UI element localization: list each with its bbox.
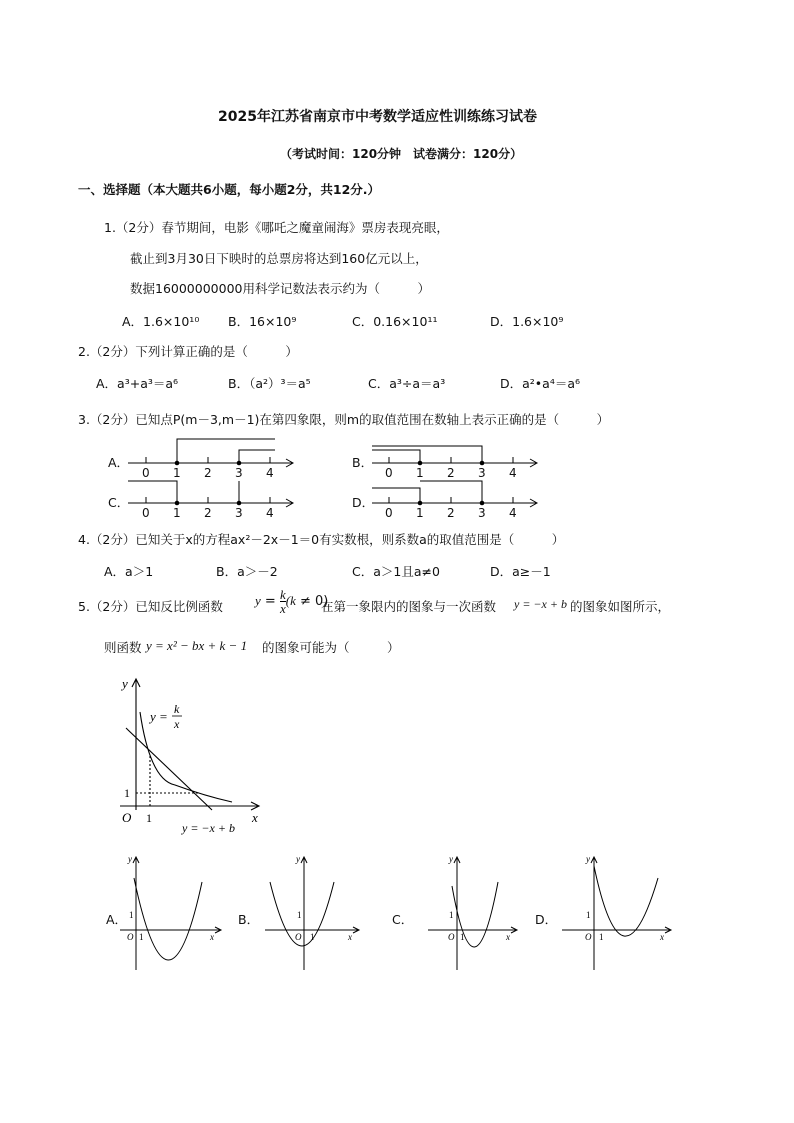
fig-line-label: y = −x + b [182, 821, 235, 835]
q3-label-c: C． [108, 495, 130, 510]
q3-stem: 3.（2分）已知点P(m－3,m－1)在第四象限，则m的取值范围在数轴上表示正确的是（ ） [78, 412, 610, 427]
q3-label-a: A． [108, 455, 130, 470]
number-line-tick-label: 1 [173, 466, 181, 480]
q4-stem: 4.（2分）已知关于x的方程ax²－2x－1＝0有实数根，则系数a的取值范围是（ ） [78, 532, 565, 547]
svg-text:1: 1 [599, 932, 604, 942]
number-line-tick-label: 3 [235, 506, 243, 520]
q5-formula-quadratic: y = x² − bx + k − 1 [146, 638, 248, 653]
number-line-tick-label: 3 [478, 466, 486, 480]
number-line-tick-label: 0 [385, 506, 393, 520]
q4-option-a: A．a＞1 [104, 564, 154, 579]
q1-option-d: D．1.6×10⁹ [490, 314, 564, 329]
svg-text:y: y [586, 854, 590, 864]
fig-one-y-label: 1 [124, 786, 130, 800]
fig-origin-label: O [122, 810, 132, 825]
q5-label-d: D． [535, 912, 558, 927]
svg-text:y: y [128, 854, 132, 864]
q3-label-b: B． [352, 455, 374, 470]
number-line-tick-label: 2 [204, 506, 212, 520]
svg-text:1: 1 [139, 932, 144, 942]
svg-text:x: x [210, 932, 214, 942]
number-line-tick-label: 2 [447, 466, 455, 480]
number-line-tick-label: 1 [416, 506, 424, 520]
q1-line2: 截止到3月30日下映时的总票房将达到160亿元以上， [130, 251, 428, 266]
q1-line3: 数据16000000000用科学记数法表示约为（ ） [130, 281, 430, 296]
svg-text:O: O [295, 932, 302, 942]
svg-text:y: y [296, 854, 300, 864]
number-line-tick-label: 0 [385, 466, 393, 480]
fig-one-x-label: 1 [146, 811, 152, 825]
q5-formula-line: y = −x + b [514, 597, 567, 611]
svg-text:1: 1 [449, 910, 454, 920]
section-heading: 一、选择题（本大题共6小题，每小题2分，共12分.） [78, 182, 381, 197]
q1-line1: 1.（2分）春节期间，电影《哪吒之魔童闹海》票房表现亮眼， [104, 220, 449, 235]
q5-line2b: 的图象可能为（ ） [262, 640, 400, 655]
fig-x-axis-label: x [252, 810, 258, 825]
fig-y-axis-label: y [122, 676, 128, 691]
q4-option-c: C．a＞1且a≠0 [352, 564, 440, 579]
svg-text:O: O [448, 932, 455, 942]
number-line-tick-label: 1 [416, 466, 424, 480]
q5-line1a: 5.（2分）已知反比例函数 [78, 599, 223, 614]
fig-curve-label-k: k [174, 702, 180, 716]
number-line-tick-label: 3 [235, 466, 243, 480]
q3-label-d: D． [352, 495, 375, 510]
q5-label-b: B． [238, 912, 260, 927]
q5-line2a: 则函数 [104, 640, 142, 655]
q5-line1c: 的图象如图所示， [570, 599, 671, 614]
q1-option-b: B．16×10⁹ [228, 314, 297, 329]
svg-text:x: x [348, 932, 352, 942]
q4-option-d: D．a≥－1 [490, 564, 551, 579]
q5-label-a: A． [106, 912, 128, 927]
page-title: 2025年江苏省南京市中考数学适应性训练练习试卷 [218, 109, 537, 125]
number-line-tick-label: 2 [447, 506, 455, 520]
number-line-tick-label: 3 [478, 506, 486, 520]
fig-curve-label-y: y = [150, 709, 168, 724]
svg-text:x: x [506, 932, 510, 942]
svg-text:O: O [585, 932, 592, 942]
svg-text:1: 1 [460, 932, 465, 942]
number-line-tick-label: 4 [509, 506, 517, 520]
svg-text:1: 1 [586, 910, 591, 920]
svg-text:1: 1 [310, 932, 315, 942]
fig-curve-label-x: x [174, 717, 180, 731]
q2-option-a: A．a³+a³＝a⁶ [96, 376, 179, 391]
number-line-tick-label: 4 [509, 466, 517, 480]
number-line-tick-label: 1 [173, 506, 181, 520]
q1-option-c: C．0.16×10¹¹ [352, 314, 438, 329]
svg-text:1: 1 [297, 910, 302, 920]
q2-option-b: B．（a²）³＝a⁵ [228, 376, 311, 391]
number-line-tick-label: 4 [266, 506, 274, 520]
number-line-tick-label: 0 [142, 506, 150, 520]
number-line-tick-label: 4 [266, 466, 274, 480]
page-subtitle: （考试时间：120分钟 试卷满分：120分） [280, 147, 523, 161]
svg-text:1: 1 [129, 910, 134, 920]
q5-formula-k-over-x: y = $\frac{k}{x}$ (k ≠ 0) [255, 587, 329, 616]
q2-stem: 2.（2分）下列计算正确的是（ ） [78, 344, 298, 359]
svg-text:O: O [127, 932, 134, 942]
q5-line1b: 在第一象限内的图象与一次函数 [321, 599, 497, 614]
q2-option-c: C．a³÷a＝a³ [368, 376, 446, 391]
svg-text:x: x [660, 932, 664, 942]
q4-option-b: B．a＞－2 [216, 564, 278, 579]
number-line-tick-label: 2 [204, 466, 212, 480]
number-line-tick-label: 0 [142, 466, 150, 480]
q2-option-d: D．a²•a⁴＝a⁶ [500, 376, 581, 391]
q5-label-c: C． [392, 912, 414, 927]
q1-option-a: A．1.6×10¹⁰ [122, 314, 200, 329]
svg-text:y: y [449, 854, 453, 864]
